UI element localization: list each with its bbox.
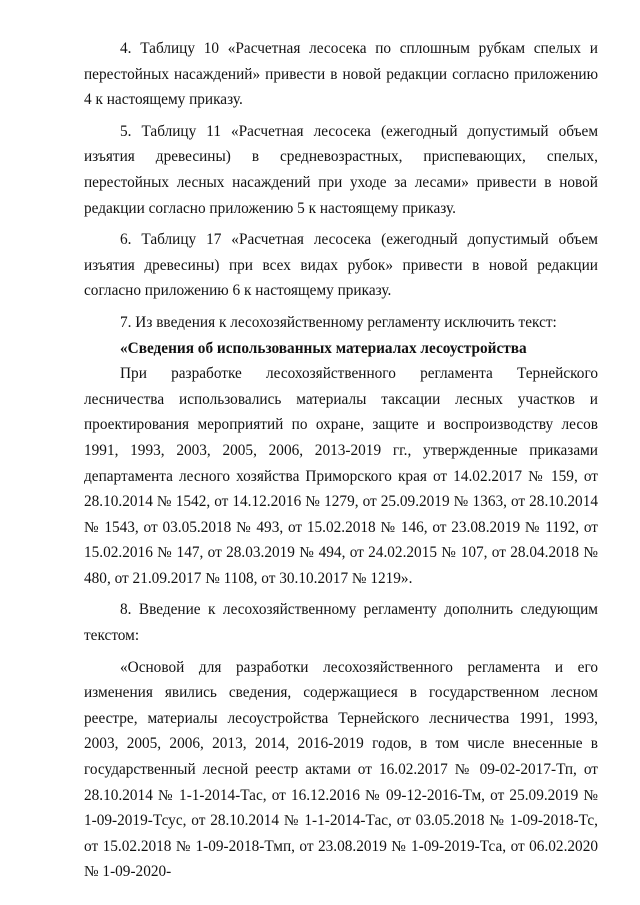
paragraph-item-4: 4. Таблицу 10 «Расчетная лесосека по сплошным рубкам спелых и перестойных насаждений» привести в новой редакции согласно приложению 4 к настоящему приказу. <box>84 40 598 109</box>
added-section-text: «Основой для разработки лесохозяйственного регламента и его изменения явились сведения, содержащиеся в государственном лесном реестре, материалы лесоустройства Тернейского лесничества 1991, 1993, 2003, 2005, 2006, 2013, 2014, 2016-2019 годов, в том числе внесенные в государственный лесной реестр актами от 16.02.2017 № 09-02-2017-Тп, от 28.10.2014 № 1-1-2014-Тас, от 16.12.2016 № 09-12-2016-Тм, от 25.09.2019 № 1-09-2019-Тсус, от 28.10.2014 № 1-1-2014-Тас, от 03.05.2018 № 1-09-2018-Тс, от 15.02.2018 № 1-09-2018-Тмп, от 23.08.2019 № 1-09-2019-Тса, от 06.02.2020 № 1-09-2020- <box>84 658 598 881</box>
paragraph-item-5: 5. Таблицу 11 «Расчетная лесосека (ежегодный допустимый объем изъятия древесины) в средневозрастных, приспевающих, спелых, перестойных лесных насаждений при уходе за лесами» привести в новой редакции согласно приложению 5 к настоящему приказу. <box>84 122 598 217</box>
excluded-section-heading: «Сведения об использованных материалах лесоустройства <box>120 339 527 357</box>
document-page <box>84 36 598 885</box>
paragraph-item-6: 6. Таблицу 17 «Расчетная лесосека (ежегодный допустимый объем изъятия древесины) при всех видах рубок» привести в новой редакции согласно приложению 6 к настоящему приказу. <box>84 231 598 300</box>
paragraph-item-7: 7. Из введения к лесохозяйственному регламенту исключить текст: <box>120 313 557 331</box>
paragraph-item-8: 8. Введение к лесохозяйственному регламенту дополнить следующим текстом: <box>84 601 598 645</box>
excluded-section-text: При разработке лесохозяйственного регламента Тернейского лесничества использовались материалы таксации лесных участков и проектирования мероприятий по охране, защите и воспроизводству лесов 1991, 1993, 2003, 2005, 2006, 2013-2019 гг., утвержденные приказами департамента лесного хозяйства Приморского края от 14.02.2017 № 159, от 28.10.2014 № 1542, от 14.12.2016 № 1279, от 25.09.2019 № 1363, от 28.10.2014 № 1543, от 03.05.2018 № 493, от 15.02.2018 № 146, от 23.08.2019 № 1192, от 15.02.2016 № 147, от 28.03.2019 № 494, от 24.02.2015 № 107, от 28.04.2018 № 480, от 21.09.2017 № 1108, от 30.10.2017 № 1219». <box>84 365 598 587</box>
